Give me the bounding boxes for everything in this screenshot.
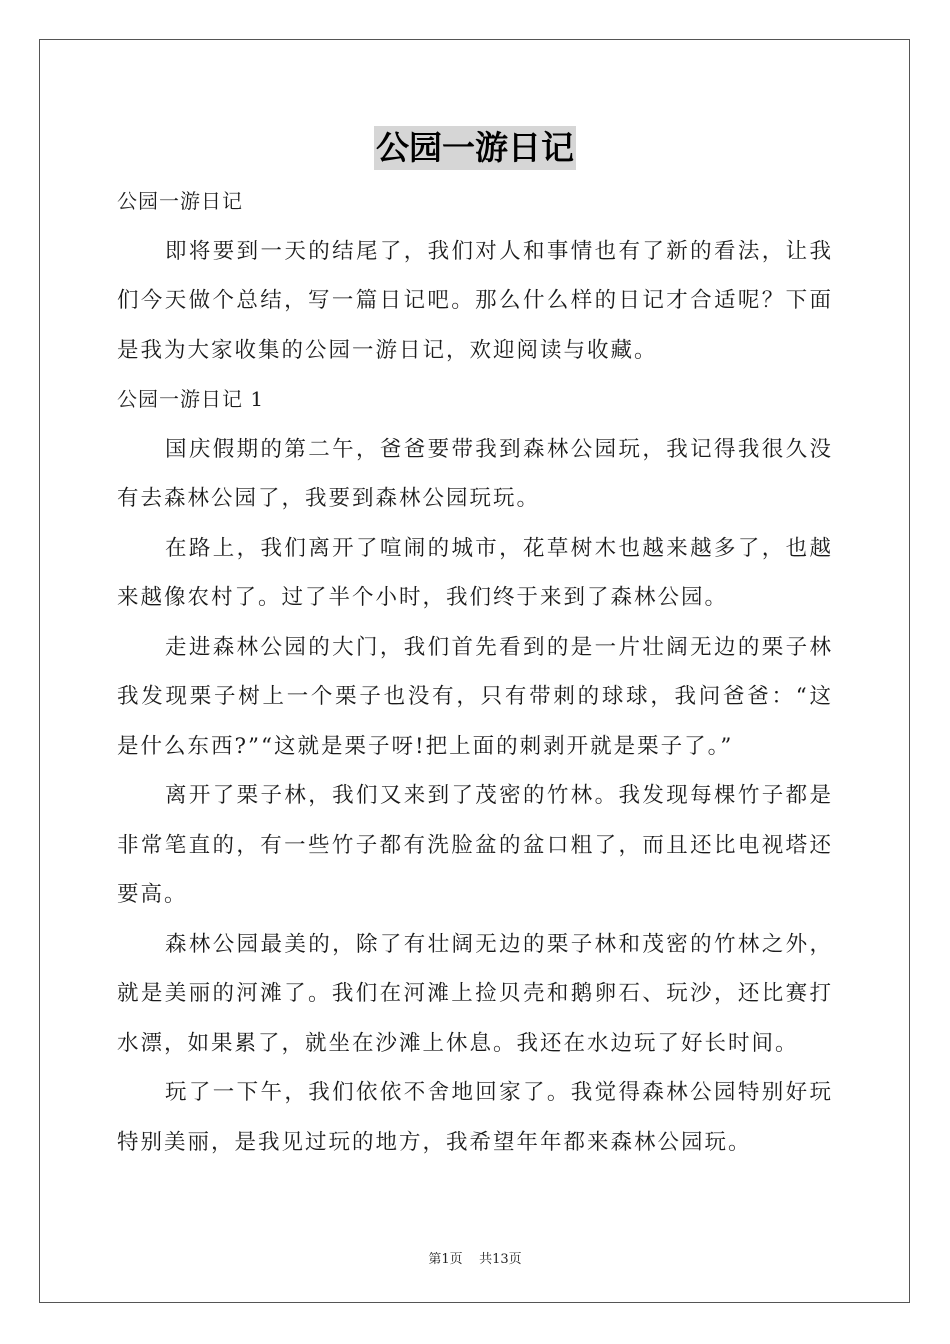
subheading: 公园一游日记 [117,189,243,213]
document-body [117,177,833,1167]
body-paragraph: 玩了一下午，我们依依不舍地回家了。我觉得森林公园特别好玩特别美丽，是我见过玩的地方，我希望年年都来森林公园玩。 [117,1080,833,1155]
body-paragraph: 国庆假期的第二午，爸爸要带我到森林公园玩，我记得我很久没有去森林公园了，我要到森林公园玩玩。 [117,436,833,511]
body-paragraph: 森林公园最美的，除了有壮阔无边的栗子林和茂密的竹林之外，就是美丽的河滩了。我们在河滩上捡贝壳和鹅卵石、玩沙，还比赛打水漂，如果累了，就坐在沙滩上休息。我还在水边玩了好长时间。 [117,931,833,1056]
intro-paragraph: 即将要到一天的结尾了，我们对人和事情也有了新的看法，让我们今天做个总结，写一篇日记吧。那么什么样的日记才合适呢？下面是我为大家收集的公园一游日记，欢迎阅读与收藏。 [117,238,833,363]
body-paragraph: 走进森林公园的大门，我们首先看到的是一片壮阔无边的栗子林我发现栗子树上一个栗子也没有，只有带刺的球球，我问爸爸：“这是什么东西?”“这就是栗子呀!把上面的刺剥开就是栗子了。” [117,634,833,759]
page-total: 共13页 [479,1252,522,1267]
title-container [0,126,950,170]
document-title: 公园一游日记 [374,126,576,170]
section-heading: 公园一游日记 1 [117,387,265,411]
footer-spacer [463,1252,480,1267]
page-number: 第1页 [428,1252,463,1267]
page-footer [0,1248,950,1267]
body-paragraph: 离开了栗子林，我们又来到了茂密的竹林。我发现每棵竹子都是非常笔直的，有一些竹子都有洗脸盆的盆口粗了，而且还比电视塔还要高。 [117,783,833,907]
body-paragraph: 在路上，我们离开了喧闹的城市，花草树木也越来越多了，也越来越像农村了。过了半个小时，我们终于来到了森林公园。 [117,535,833,610]
